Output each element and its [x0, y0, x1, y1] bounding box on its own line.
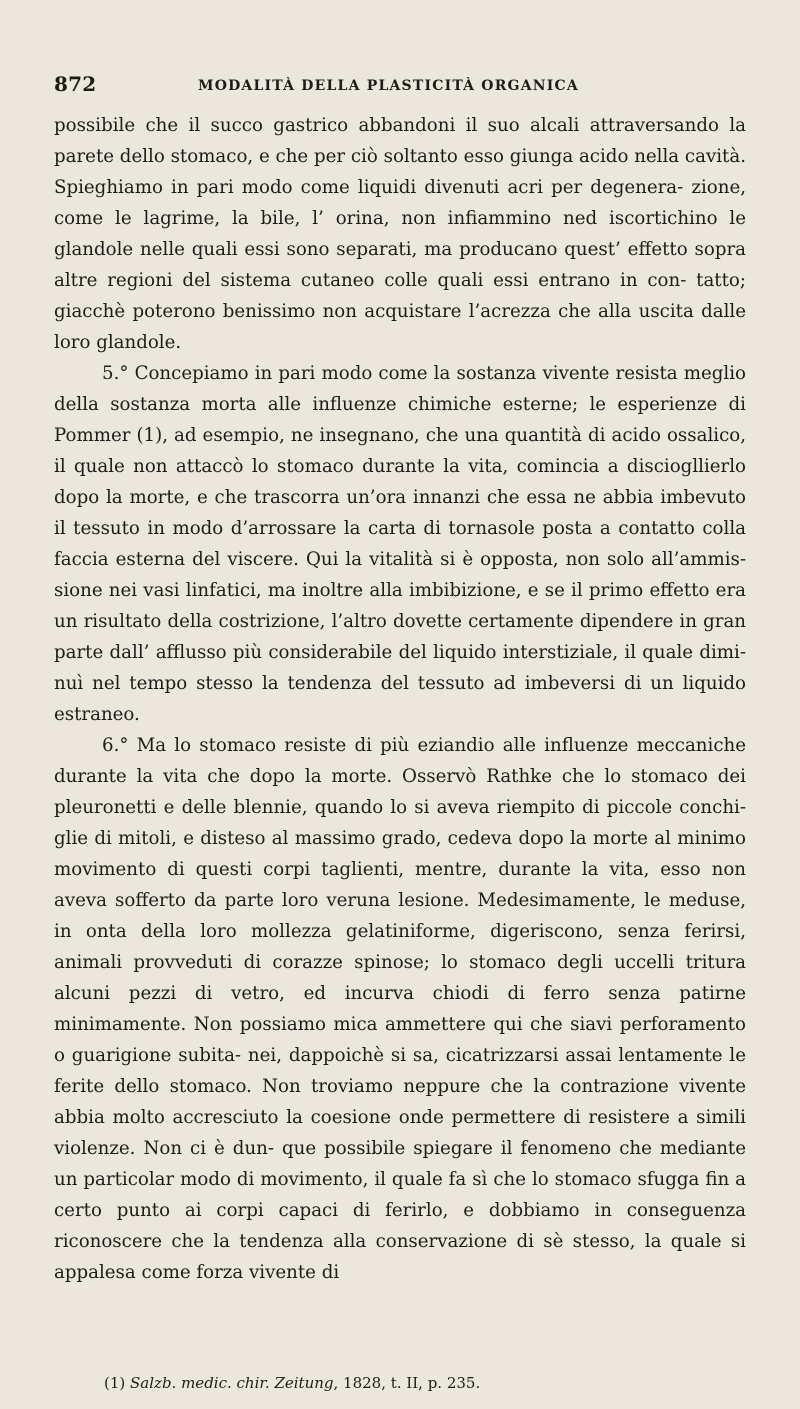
footnote — [104, 1374, 480, 1392]
page-number: 872 — [54, 72, 97, 96]
body-text — [54, 110, 746, 1288]
paragraph-3: 6.° Ma lo stomaco resiste di più eziandio alle influenze meccaniche durante la vita che dopo la morte. Osservò Rathke che lo stomaco dei pleuronetti e delle blennie, quando lo si aveva riempito di piccole conchi- glie di mitoli, e disteso al massimo grado, cedeva dopo la morte al minimo movimento di questi corpi taglienti, mentre, durante la vita, esso non aveva sofferto da parte loro veruna lesione. Medesimamente, le meduse, in onta della loro mollezza gelatiniforme, digeriscono, senza ferirsi, animali provveduti di corazze spinose; lo stomaco degli uccelli tritura alcuni pezzi di vetro, ed incurva chiodi di ferro senza patirne minimamente. Non possiamo mica ammettere qui che siavi perforamento o guarigione subita- nei, dappoichè si sa, cicatrizzarsi assai lentamente le ferite dello stomaco. Non troviamo neppure che la contrazione vivente abbia molto accresciuto la coesione onde permettere di resistere a simili violenze. Non ci è dun- que possibile spiegare il fenomeno che mediante un particolar modo di movimento, il quale fa sì che lo stomaco sfugga fin a certo punto ai corpi capaci di ferirlo, e dobbiamo in conseguenza riconoscere che la tendenza alla conservazione di sè stesso, la quale si appalesa come forza vivente di — [54, 735, 746, 1283]
footnote-details: , 1828, t. II, p. 235. — [333, 1374, 481, 1392]
footnote-marker: (1) — [104, 1374, 126, 1392]
paragraph-2: 5.° Concepiamo in pari modo come la sostanza vivente resista meglio della sostanza morta alle influenze chimiche esterne; le esperienze di Pommer (1), ad esempio, ne insegnano, che una quantità di acido ossalico, il quale non attaccò lo stomaco durante la vita, comincia a disciogllierlo dopo la morte, e che trascorra un’ora innanzi che essa ne abbia imbevuto il tessuto in modo d’arrossare la carta di tornasole posta a contatto colla faccia esterna del viscere. Qui la vitalità si è opposta, non solo all’ammis- sione nei vasi linfatici, ma inoltre alla imbibizione, e se il primo effetto era un risultato della costrizione, l’altro dovette certamente dipendere in gran parte dall’ afflusso più considerabile del liquido interstiziale, il quale dimi- nuì nel tempo stesso la tendenza del tessuto ad imbeversi di un liquido estraneo. — [54, 363, 746, 725]
running-title: MODALITÀ DELLA PLASTICITÀ ORGANICA — [198, 78, 579, 94]
paragraph-1: possibile che il succo gastrico abbandoni il suo alcali attraversando la parete dello stomaco, e che per ciò soltanto esso giunga acido nella cavità. Spieghiamo in pari modo come liquidi divenuti acri per degenera- zione, come le lagrime, la bile, l’ orina, non infiammino ned iscortichino le glandole nelle quali essi sono separati, ma producano quest’ effetto sopra altre regioni del sistema cutaneo colle quali essi entrano in con- tatto; giacchè poterono benissimo non acquistare l’acrezza che alla uscita dalle loro glandole. — [54, 115, 746, 353]
footnote-title: Salzb. medic. chir. Zeitung — [130, 1374, 334, 1392]
